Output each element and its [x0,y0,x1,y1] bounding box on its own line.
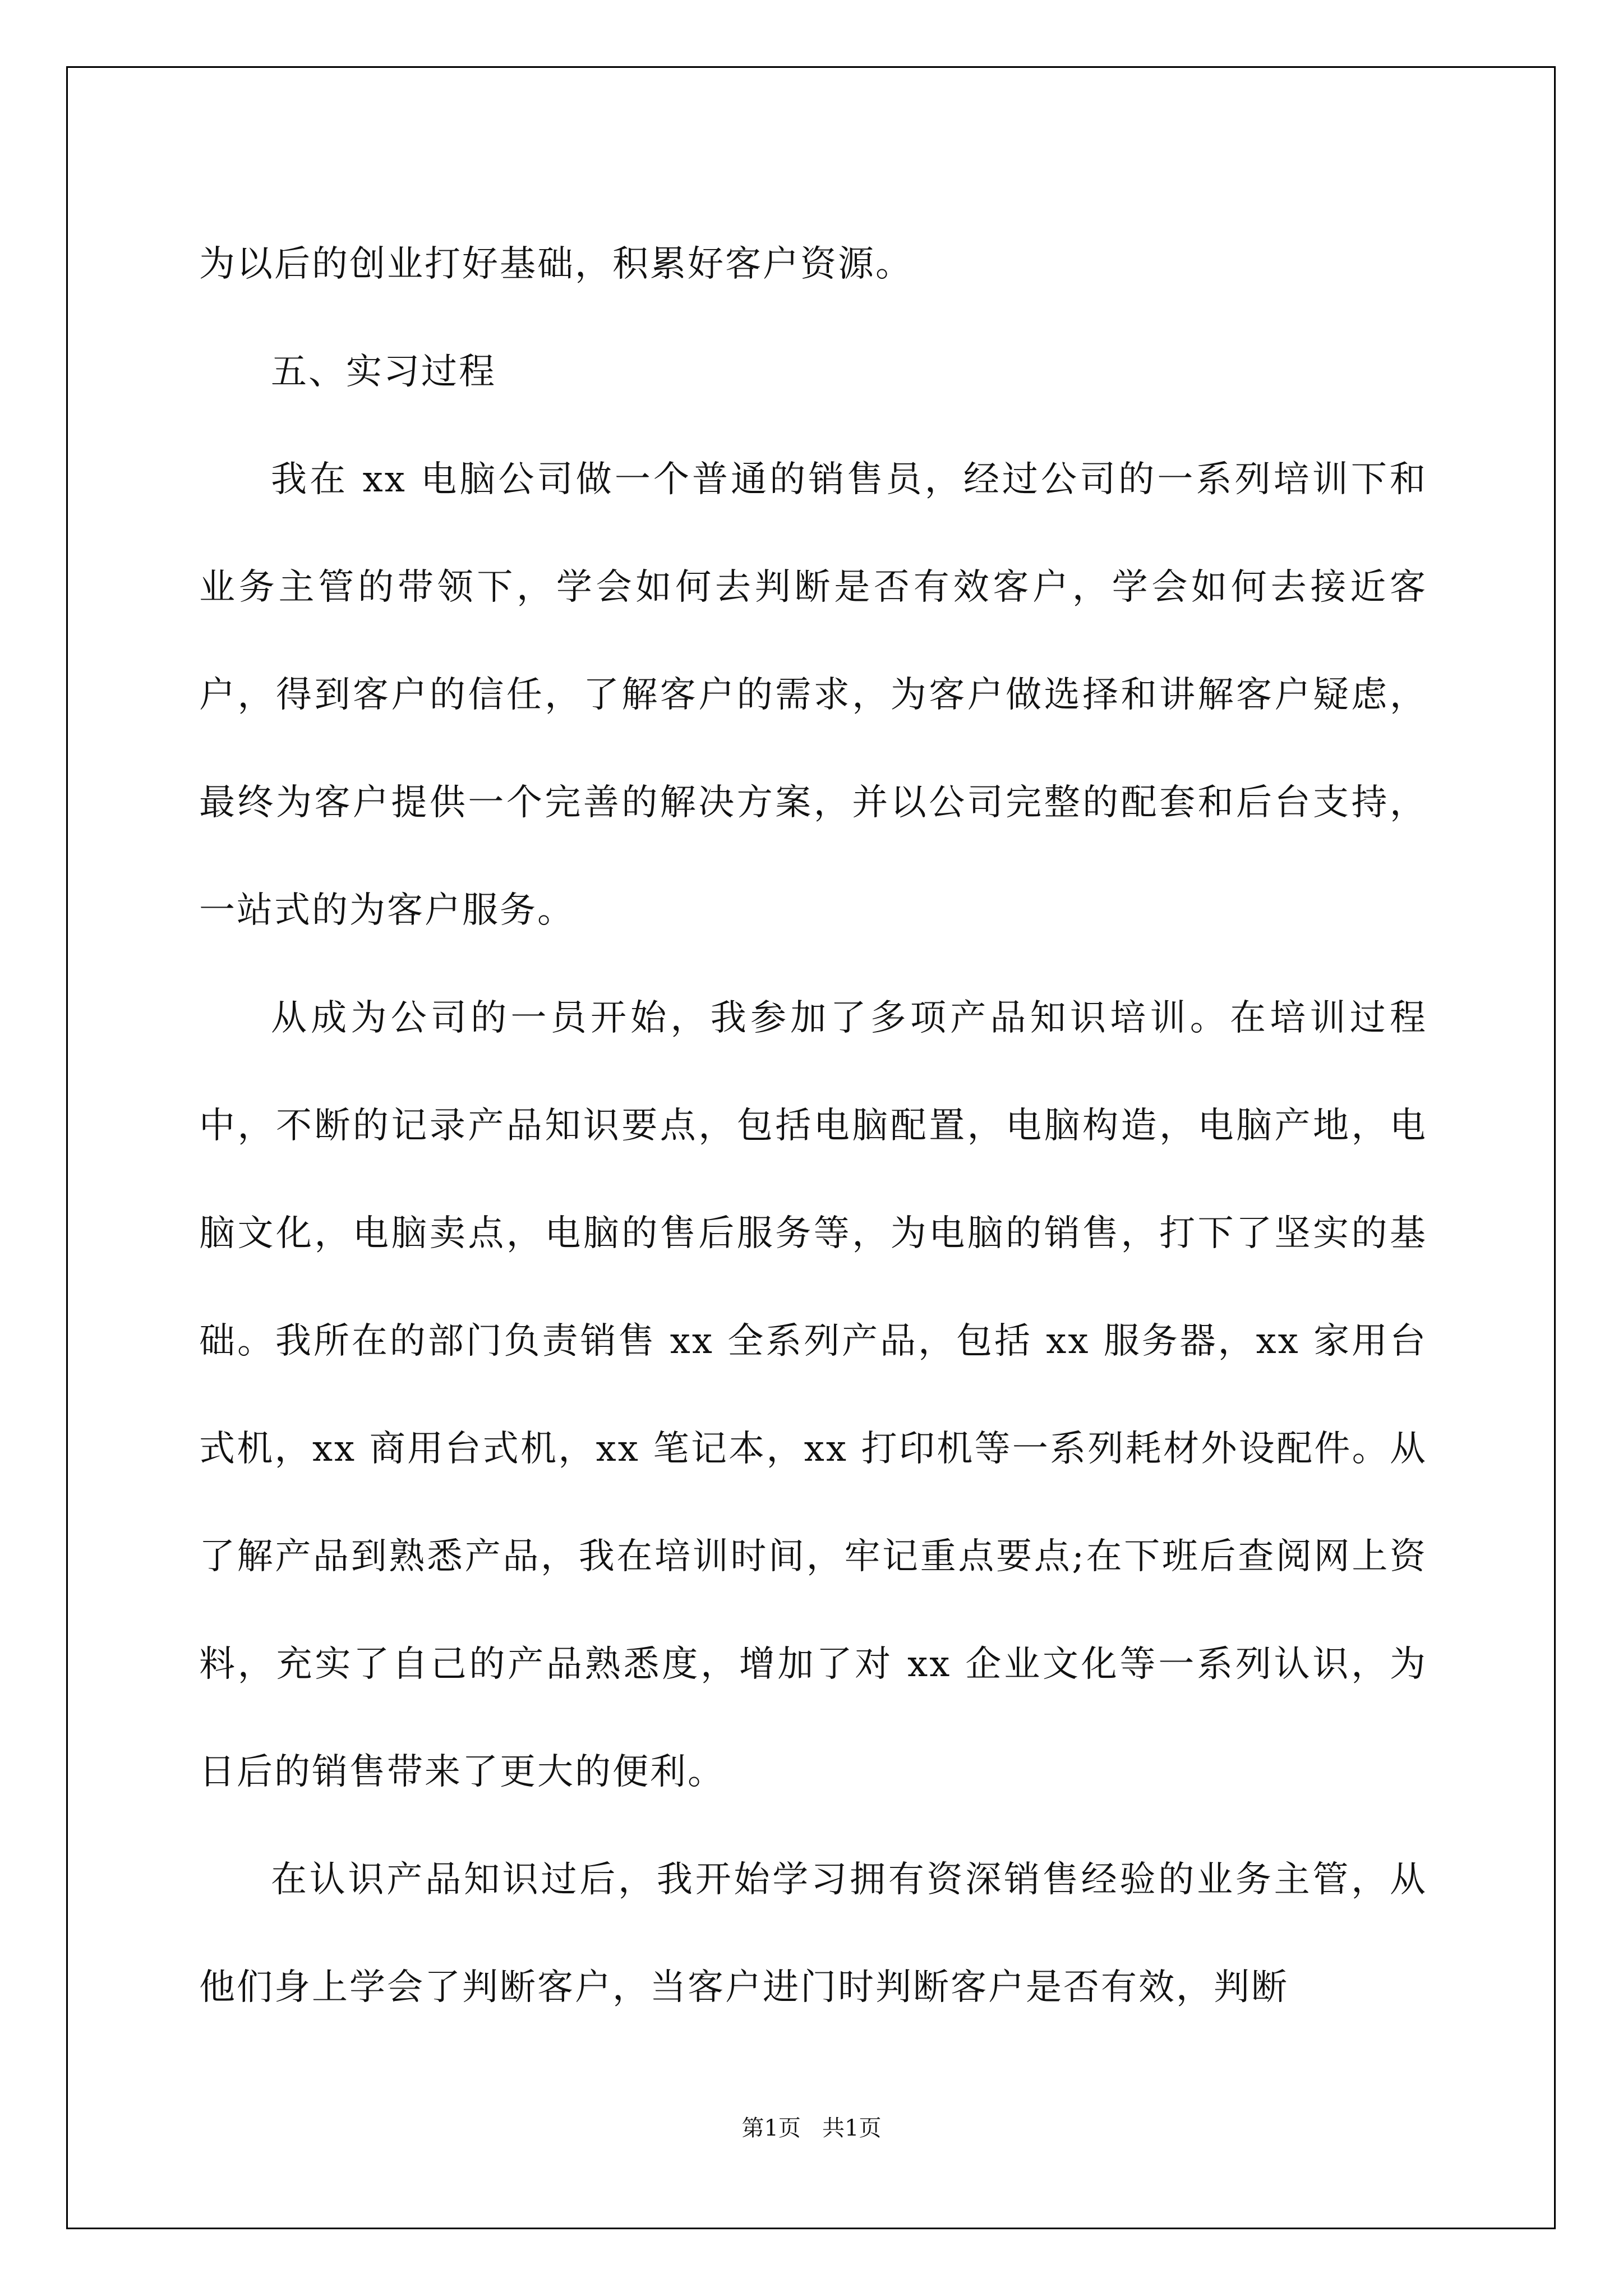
paragraph: 我在 xx 电脑公司做一个普通的销售员，经过公司的一系列培训下和业务主管的带领下，学会如何去判断是否有效客户，学会如何去接近客户，得到客户的信任，了解客户的需求，为客户做选择和讲解客户疑虑，最终为客户提供一个完善的解决方案，并以公司完整的配套和后台支持，一站式的为客户服务。 [199,459,1427,931]
paragraph: 从成为公司的一员开始，我参加了多项产品知识培训。在培训过程中，不断的记录产品知识要点，包括电脑配置，电脑构造，电脑产地，电脑文化，电脑卖点，电脑的售后服务等，为电脑的销售，打下了坚实的基础。我所在的部门负责销售 xx 全系列产品，包括 xx 服务器，xx 家用台式机，xx 商用台式机，xx 笔记本，xx 打印机等一系列耗材外设配件。从了解产品到熟悉产品，我在培训时间，牢记重点要点;在下班后查阅网上资料，充实了自己的产品熟悉度，增加了对 xx 企业文化等一系列认识，为日后的销售带来了更大的便利。 [199,997,1427,1793]
page-number: 第1页 共1页 [741,2115,882,2141]
paragraph-continuation: 为以后的创业打好基础，积累好客户资源。 [199,243,913,285]
paragraph: 在认识产品知识过后，我开始学习拥有资深销售经验的业务主管，从他们身上学会了判断客户，当客户进门时判断客户是否有效，判断 [199,1859,1427,2008]
section-heading: 五、实习过程 [271,351,496,393]
document-body [199,210,1427,2041]
